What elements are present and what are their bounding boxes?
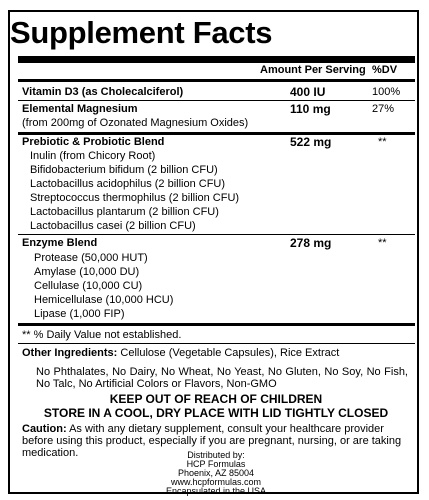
panel-title: Supplement Facts (10, 15, 273, 50)
blend-ingredient: Protease (50,000 HUT) (34, 252, 148, 264)
blend-dv: ** (378, 136, 387, 148)
blend-ingredient: Lactobacillus casei (2 billion CFU) (30, 220, 196, 232)
divider-section (18, 132, 415, 135)
other-ingredients-label: Other Ingredients: (22, 347, 118, 359)
divider-thick (18, 56, 415, 63)
divider-section (18, 323, 415, 326)
blend-ingredient: Streptococcus thermophilus (2 billion CFU) (30, 192, 240, 204)
caution-label: Caution: (22, 423, 67, 435)
nutrient-name: Elemental Magnesium (22, 103, 138, 115)
warning-storage: STORE IN A COOL, DRY PLACE WITH LID TIGHTLY CLOSED (43, 406, 389, 420)
blend-amount: 278 mg (290, 236, 332, 250)
blend-name: Prebiotic & Probiotic Blend (22, 136, 165, 148)
distributor-block (22, 451, 410, 496)
blend-ingredient: Amylase (10,000 DU) (34, 266, 140, 278)
nutrient-name: Vitamin D3 (as Cholecalciferol) (22, 86, 184, 98)
caution-text: As with any dietary supplement, consult your healthcare provider before using this product, especially if you are pregnant, nursing, or are taking medication. (22, 423, 402, 459)
blend-ingredient: Bifidobacterium bifidum (2 billion CFU) (30, 164, 218, 176)
free-from-statement: No Phthalates, No Dairy, No Wheat, No Yeast, No Gluten, No Soy, No Fish, No Talc, No Artificial Colors or Flavors, Non-GMO (36, 366, 408, 390)
nutrient-dv: 100% (372, 86, 401, 98)
blend-dv: ** (378, 237, 387, 249)
nutrient-source: (from 200mg of Ozonated Magnesium Oxides) (22, 117, 249, 129)
warning-children: KEEP OUT OF REACH OF CHILDREN (109, 392, 323, 406)
blend-ingredient: Lipase (1,000 FIP) (34, 308, 125, 320)
distributor-line: Distributed by: (187, 450, 245, 460)
nutrient-amount: 110 mg (290, 102, 331, 116)
blend-ingredient: Hemicellulase (10,000 HCU) (34, 294, 174, 306)
divider-header (18, 79, 415, 82)
distributor-name: HCP Formulas (186, 459, 246, 469)
other-ingredients-text: Cellulose (Vegetable Capsules), Rice Extract (120, 347, 340, 359)
nutrient-dv: 27% (372, 103, 395, 115)
blend-ingredient: Cellulase (10,000 CU) (34, 280, 143, 292)
divider-row (18, 234, 415, 235)
divider-row (18, 100, 415, 101)
other-ingredients (22, 347, 339, 360)
blend-amount: 522 mg (290, 135, 332, 149)
distributor-city: Phoenix, AZ 85004 (177, 468, 255, 478)
dv-footnote: ** % Daily Value not established. (22, 329, 182, 341)
origin-statement: Encapsulated in the USA (165, 486, 267, 496)
distributor-website: www.hcpformulas.com (170, 477, 262, 487)
dv-header: %DV (372, 64, 398, 76)
nutrient-amount: 400 IU (290, 85, 326, 99)
blend-ingredient: Inulin (from Chicory Root) (30, 150, 156, 162)
divider-row (18, 343, 415, 344)
blend-ingredient: Lactobacillus plantarum (2 billion CFU) (30, 206, 219, 218)
amount-header: Amount Per Serving (260, 64, 366, 76)
blend-ingredient: Lactobacillus acidophilus (2 billion CFU) (30, 178, 226, 190)
blend-name: Enzyme Blend (22, 237, 98, 249)
